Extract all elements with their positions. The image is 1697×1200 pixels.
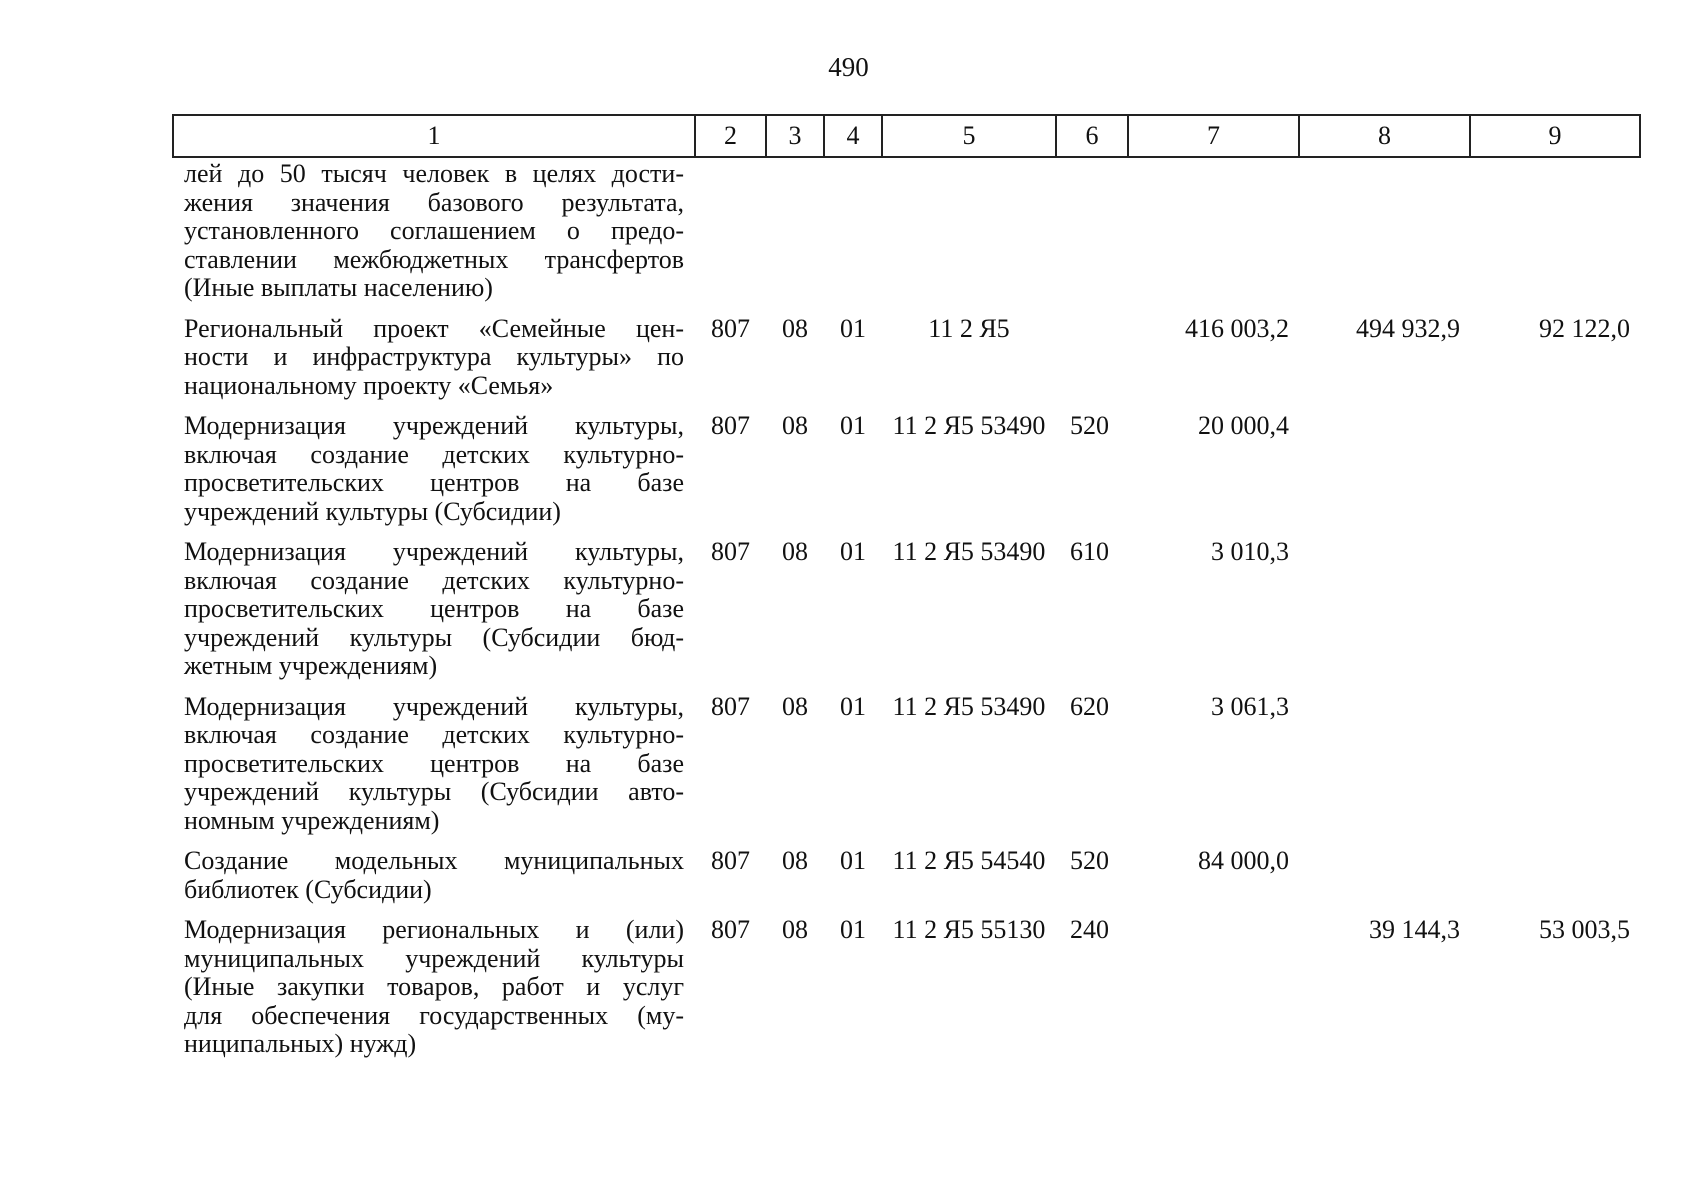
description-line: ниципальных) нужд) — [184, 1029, 417, 1058]
code-target-article: 11 2 Я5 55130 — [892, 915, 1046, 944]
description-line: ности и инфраструктура культуры» по — [184, 342, 684, 371]
code-section — [766, 157, 824, 303]
description-line: Региональный проект «Семейные цен- — [184, 313, 684, 343]
description-line: включая создание детских культурно- — [184, 439, 684, 469]
table-row — [173, 157, 1640, 303]
column-header-3: 3 — [766, 115, 824, 157]
code-subsection: 01 — [840, 691, 866, 721]
amount-year-1 — [1128, 904, 1299, 1059]
header-row — [173, 115, 1640, 157]
table-body — [173, 157, 1640, 1059]
code-main-admin: 807 — [711, 313, 750, 343]
amount-year-3 — [1470, 400, 1640, 526]
amount-year-3 — [1470, 526, 1640, 681]
code-target-article: 11 2 Я5 54540 — [892, 846, 1046, 875]
row-description — [173, 526, 695, 681]
code-target-article: 11 2 Я5 53490 — [892, 691, 1046, 721]
code-target-article: 11 2 Я5 53490 — [892, 411, 1046, 440]
code-subsection: 01 — [840, 915, 866, 944]
page-number: 490 — [828, 52, 869, 82]
code-target-article: 11 2 Я5 53490 — [892, 537, 1046, 566]
code-section: 08 — [782, 846, 808, 875]
code-main-admin: 807 — [711, 691, 750, 721]
code-expense-type: 240 — [1070, 915, 1109, 944]
amount-year-1 — [1128, 157, 1299, 303]
row-description — [173, 303, 695, 401]
row-description — [173, 835, 695, 904]
code-subsection: 01 — [840, 313, 866, 343]
description-line: учреждений культуры (Субсидии) — [184, 496, 561, 526]
code-main-admin: 807 — [711, 846, 750, 875]
description-line: Модернизация региональных и (или) — [184, 915, 684, 944]
code-main-admin: 807 — [711, 537, 750, 566]
description-line: установленного соглашением о предо- — [184, 216, 684, 245]
description-line: ставлении межбюджетных трансфертов — [184, 244, 684, 274]
table-row — [173, 681, 1640, 836]
description-line: просветительских центров на базе — [184, 468, 684, 497]
description-line: муниципальных учреждений культуры — [184, 943, 684, 973]
description-line: национальному проекту «Семья» — [184, 370, 554, 400]
code-subsection: 01 — [840, 846, 866, 875]
description-line: учреждений культуры (Субсидии авто- — [184, 777, 684, 806]
code-expense-type: 620 — [1070, 691, 1109, 721]
description-line: Модернизация учреждений культуры, — [184, 411, 684, 440]
row-description — [173, 681, 695, 836]
amount-year-2 — [1299, 400, 1470, 526]
column-header-8: 8 — [1299, 115, 1470, 157]
amount-year-2 — [1299, 681, 1470, 836]
amount-year-2 — [1299, 526, 1470, 681]
code-section: 08 — [782, 537, 808, 566]
description-line: включая создание детских культурно- — [184, 565, 684, 595]
code-section: 08 — [782, 915, 808, 944]
amount-year-2: 494 932,9 — [1356, 313, 1460, 343]
code-section: 08 — [782, 313, 808, 343]
amount-year-1: 84 000,0 — [1198, 846, 1289, 875]
code-expense-type: 520 — [1070, 411, 1109, 440]
code-expense-type — [1056, 157, 1128, 303]
row-description — [173, 400, 695, 526]
description-line: просветительских центров на базе — [184, 748, 684, 778]
amount-year-1: 20 000,4 — [1198, 411, 1289, 440]
amount-year-2 — [1299, 157, 1470, 303]
description-line: просветительских центров на базе — [184, 594, 684, 623]
row-description — [173, 904, 695, 1059]
code-expense-type: 610 — [1070, 537, 1109, 566]
description-line: номным учреждениям) — [184, 805, 440, 835]
description-line: Модернизация учреждений культуры, — [184, 691, 684, 721]
column-header-4: 4 — [824, 115, 882, 157]
description-line: включая создание детских культурно- — [184, 720, 684, 749]
row-description — [173, 157, 695, 303]
table-row — [173, 400, 1640, 526]
column-header-9: 9 — [1470, 115, 1640, 157]
code-subsection: 01 — [840, 537, 866, 566]
code-target-article — [882, 157, 1056, 303]
amount-year-1: 416 003,2 — [1185, 313, 1289, 343]
description-line: (Иные закупки товаров, работ и услуг — [184, 972, 684, 1001]
description-line: для обеспечения государственных (му- — [184, 1000, 684, 1030]
description-line: жения значения базового результата, — [184, 187, 684, 217]
amount-year-3 — [1470, 157, 1640, 303]
amount-year-2 — [1299, 835, 1470, 904]
code-main-admin: 807 — [711, 915, 750, 944]
amount-year-2: 39 144,3 — [1369, 915, 1460, 944]
code-subsection — [824, 157, 882, 303]
description-line: Модернизация учреждений культуры, — [184, 537, 684, 566]
amount-year-3 — [1470, 681, 1640, 836]
description-line: учреждений культуры (Субсидии бюд- — [184, 622, 684, 652]
code-subsection: 01 — [840, 411, 866, 440]
amount-year-3: 92 122,0 — [1539, 313, 1630, 343]
code-section: 08 — [782, 411, 808, 440]
table-row — [173, 904, 1640, 1059]
description-line: (Иные выплаты населению) — [184, 273, 493, 302]
code-section: 08 — [782, 691, 808, 721]
amount-year-1: 3 010,3 — [1211, 537, 1289, 566]
column-header-2: 2 — [695, 115, 766, 157]
table-row — [173, 835, 1640, 904]
description-line: лей до 50 тысяч человек в целях дости- — [184, 159, 684, 188]
amount-year-3: 53 003,5 — [1539, 915, 1630, 944]
amount-year-1: 3 061,3 — [1211, 691, 1289, 721]
column-header-1: 1 — [173, 115, 695, 157]
table-row — [173, 303, 1640, 401]
amount-year-3 — [1470, 835, 1640, 904]
code-expense-type: 520 — [1070, 846, 1109, 875]
description-line: библиотек (Субсидии) — [184, 874, 432, 904]
column-header-7: 7 — [1128, 115, 1299, 157]
description-line: жетным учреждениям) — [184, 651, 438, 680]
code-target-article: 11 2 Я5 — [928, 313, 1010, 343]
description-line: Создание модельных муниципальных — [184, 846, 684, 875]
code-main-admin — [695, 157, 766, 303]
column-header-6: 6 — [1056, 115, 1128, 157]
column-header-5: 5 — [882, 115, 1056, 157]
table-row — [173, 526, 1640, 681]
budget-table — [172, 114, 1641, 1059]
code-expense-type — [1056, 303, 1128, 401]
code-main-admin: 807 — [711, 411, 750, 440]
